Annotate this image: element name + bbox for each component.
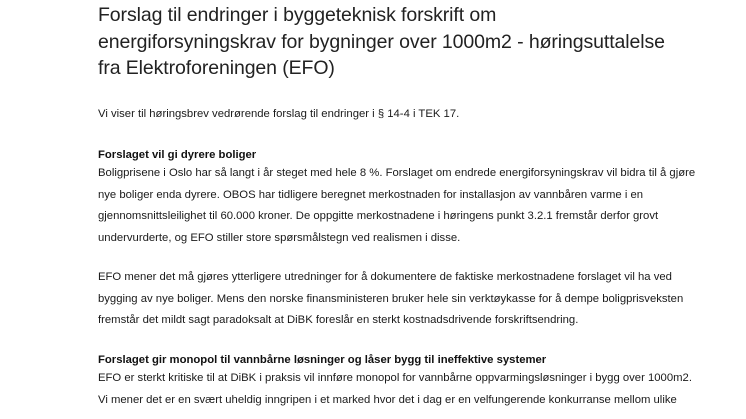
paragraph-line: bygging av nye boliger. Mens den norske finansministeren bruker hele sin verktøykasse for å dempe boligprisveksten: [98, 292, 684, 305]
paragraph-line: Boligprisene i Oslo har så langt i år steget med hele 8 %. Forslaget om endrede energiforsyningskrav vil bidra til å gjøre: [98, 167, 696, 179]
paragraph-line: undervurderte, og EFO stiller store spørsmålstegn ved realismen i disse.: [98, 232, 461, 245]
title-line: energiforsyningskrav for bygninger over 1000m2 - høringsuttalelse: [98, 30, 665, 53]
section1-paragraph1: [98, 163, 695, 250]
section-heading-dyrere-boliger: Forslaget vil gi dyrere boliger: [98, 149, 257, 161]
paragraph-line: nye boliger enda dyrere. OBOS har tidligere beregnet merkostnaden for installasjon av vannbåren varme i en: [98, 188, 644, 201]
title-line: fra Elektroforeningen (EFO): [98, 57, 335, 79]
title-line: Forslag til endringer i byggeteknisk forskrift om: [98, 4, 497, 26]
intro-paragraph: [98, 104, 459, 126]
document-title: [98, 2, 738, 82]
intro-line: Vi viser til høringsbrev vedrørende forslag til endringer i § 14-4 i TEK 17.: [98, 108, 460, 120]
section2-paragraph: [98, 368, 692, 411]
paragraph-line: Vi mener det er en svært uheldig inngripen i et marked hvor det i dag er en velfungerende konkurranse mellom ulike: [98, 393, 677, 406]
paragraph-line: EFO er sterkt kritiske til at DiBK i praksis vil innføre monopol for vannbårne oppvarmingsløsninger i bygg over 1000m2.: [98, 372, 692, 384]
paragraph-line: gjennomsnittsleilighet til 60.000 kroner. De oppgitte merkostnadene i høringens punkt 3.2.1 fremstår derfor grovt: [98, 210, 659, 223]
section1-paragraph2: [98, 267, 683, 332]
paragraph-line: fremstår det mildt sagt paradoksalt at DiBK foreslår en sterkt kostnadsdrivende forskriftsendring.: [98, 314, 579, 327]
paragraph-line: EFO mener det må gjøres ytterligere utredninger for å dokumentere de faktiske merkostnadene forslaget vil ha ved: [98, 271, 672, 283]
section-heading-monopol: Forslaget gir monopol til vannbårne løsninger og låser bygg til ineffektive systemer: [98, 354, 547, 366]
